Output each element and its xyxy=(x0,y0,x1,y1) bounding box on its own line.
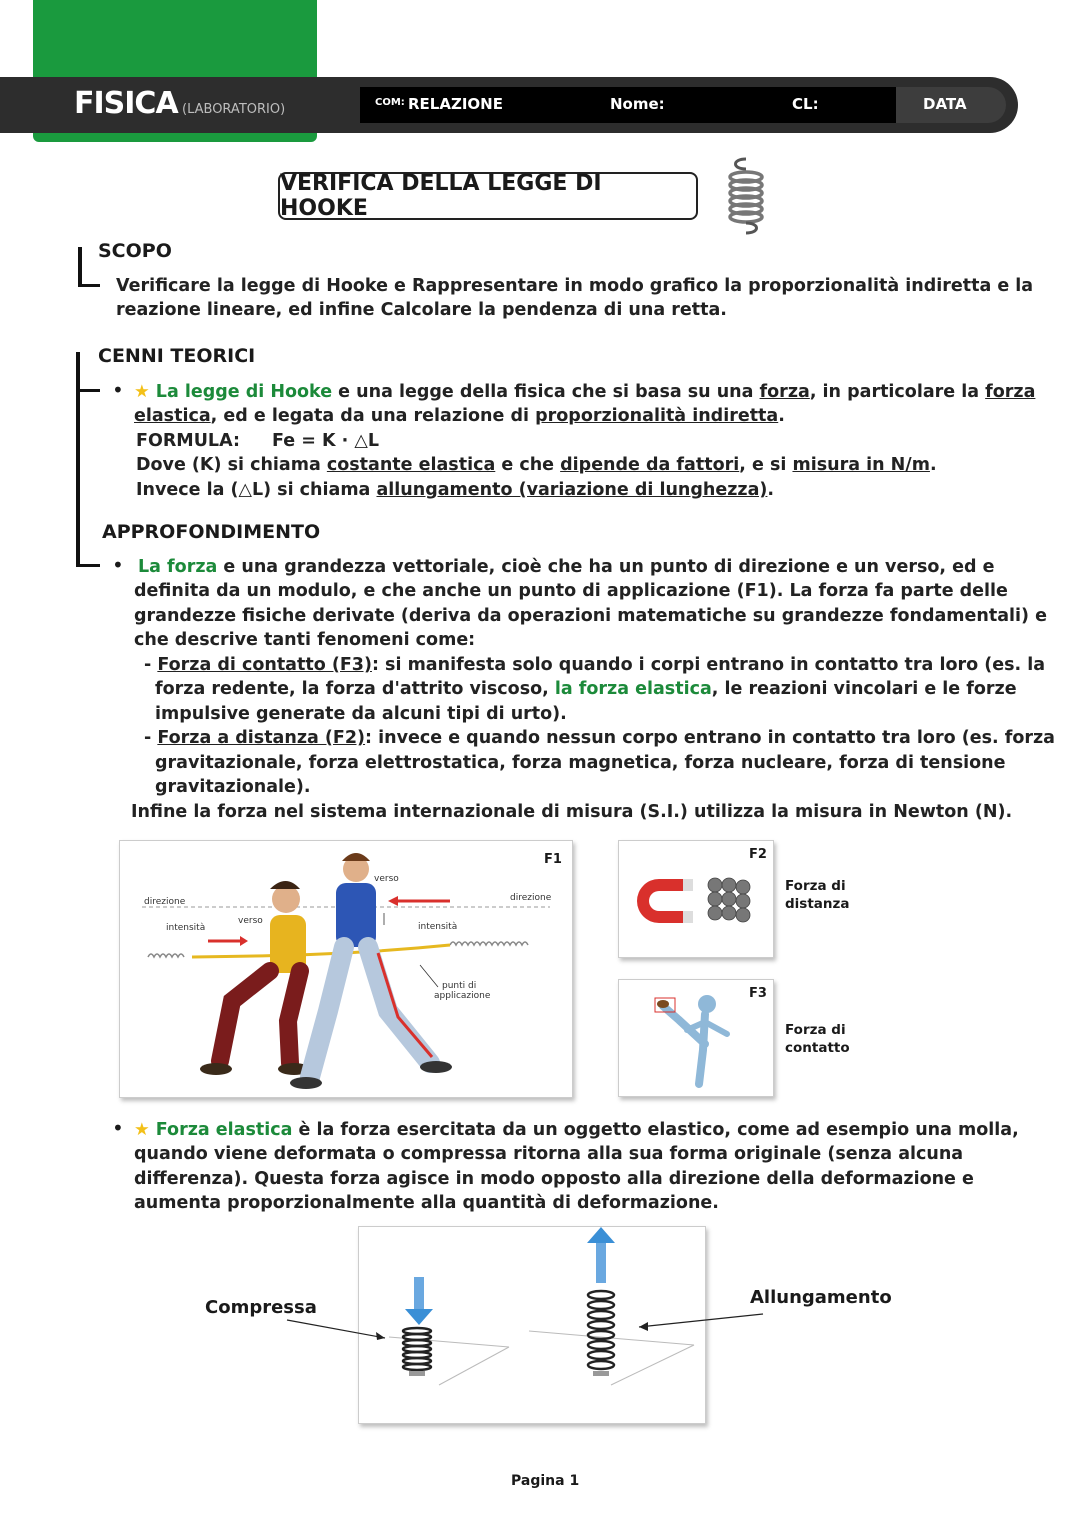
contatto-line-1 xyxy=(144,653,1045,678)
elastica-line-1 xyxy=(134,1118,1019,1143)
page-number: Pagina 1 xyxy=(511,1473,580,1489)
contatto-line-2 xyxy=(155,677,1017,702)
appro-line-2: definita da un modulo, e che anche un punto di applicazione (F1). La forza fa parte delle xyxy=(134,581,1008,601)
appro-line-1 xyxy=(138,555,995,580)
annotation: applicazione xyxy=(434,991,491,1001)
annotation: punti di xyxy=(442,981,477,991)
page-title: VERIFICA DELLA LEGGE DI HOOKE xyxy=(278,172,698,220)
figure-label-f2: F2 xyxy=(749,847,767,862)
com-value: RELAZIONE xyxy=(408,95,503,113)
text: e una grandezza vettoriale, cioè che ha un punto di direzione e un verso, ed e xyxy=(217,557,995,577)
underlined-text: proporzionalità indiretta xyxy=(535,406,779,426)
highlight-text: la forza elastica xyxy=(554,679,712,699)
underlined-text: Forza di contatto (F3) xyxy=(157,655,372,675)
underlined-text: Forza a distanza (F2) xyxy=(157,728,366,748)
underlined-text: dipende da fattori xyxy=(560,455,740,475)
appro-line-3: grandezze fisiche derivate (deriva da operazioni matematiche su grandezze fondamentali) e xyxy=(134,606,1047,626)
text: : si manifesta solo quando i corpi entrano in contatto tra loro (es. la xyxy=(371,655,1046,675)
cenni-line-invece xyxy=(136,478,774,503)
contatto-line-3: impulsive generate da alcuni tipi di urto). xyxy=(155,704,567,724)
figure-f3 xyxy=(618,979,774,1097)
figure-label-f3: F3 xyxy=(749,986,767,1001)
f2-caption: distanza xyxy=(785,896,850,912)
annotation: direzione xyxy=(510,893,552,903)
text: . xyxy=(778,406,785,426)
scopo-line: reazione lineare, ed infine Calcolare la pendenza di una retta. xyxy=(116,300,727,320)
f3-caption: Forza di xyxy=(785,1022,846,1038)
underlined-text: costante elastica xyxy=(326,455,496,475)
section-heading-scopo: SCOPO xyxy=(98,240,172,262)
annotation: verso xyxy=(238,916,263,926)
text: e una legge della fisica che si basa su una xyxy=(332,382,760,402)
underlined-text: misura in N/m xyxy=(792,455,930,475)
distanza-line-3: gravitazionale). xyxy=(155,777,311,797)
text: , le reazioni vincolari e le forze xyxy=(711,679,1017,699)
subject-note: (LABORATORIO) xyxy=(182,102,286,117)
name-label: Nome: xyxy=(610,95,665,113)
text: . xyxy=(929,455,937,475)
annotation: intensità xyxy=(418,922,458,932)
section-heading-cenni: CENNI TEORICI xyxy=(98,345,256,367)
appro-final-line: Infine la forza nel sistema internazionale di misura (S.I.) utilizza la misura in Newton (N). xyxy=(131,802,1013,822)
bracket-line xyxy=(78,284,100,287)
distanza-line-2: gravitazionale, forza elettrostatica, forza magnetica, forza nucleare, forza di tensione xyxy=(155,753,1006,773)
appro-line-4: che descrive tanti fenomeni come: xyxy=(134,630,476,650)
scopo-line: Verificare la legge di Hooke e Rappresentare in modo grafico la proporzionalità indiretta e la xyxy=(116,276,1034,296)
f3-caption: contatto xyxy=(785,1040,850,1056)
distanza-line-1 xyxy=(144,726,1055,751)
elongation-label: Allungamento xyxy=(750,1287,892,1308)
f2-caption: Forza di xyxy=(785,878,846,894)
compressed-label: Compressa xyxy=(205,1297,317,1318)
highlight-text: La forza xyxy=(138,557,218,577)
text: : invece e quando nessun corpo entrano in contatto tra loro (es. forza xyxy=(365,728,1055,748)
annotation: intensità xyxy=(166,923,206,933)
formula: Fe = K · △L xyxy=(272,431,379,451)
text: , e si xyxy=(739,455,793,475)
underlined-text: forza xyxy=(985,382,1036,402)
text: , in particolare la xyxy=(809,382,986,402)
star-icon: ★ xyxy=(134,1120,150,1140)
text: e che xyxy=(495,455,561,475)
figure-label-f1: F1 xyxy=(544,852,562,867)
underlined-text: allungamento (variazione di lunghezza) xyxy=(376,480,768,500)
bracket-line xyxy=(78,247,82,287)
figure-f1 xyxy=(119,840,573,1098)
bullet: • xyxy=(112,378,124,402)
annotation: direzione xyxy=(144,897,186,907)
underlined-text: elastica xyxy=(134,406,211,426)
text: forza redente, la forza d'attrito viscoso, xyxy=(155,679,555,699)
annotation: verso xyxy=(374,874,399,884)
subject-title: FISICA xyxy=(74,86,178,121)
bracket-line xyxy=(76,389,100,392)
figure-f2 xyxy=(618,840,774,958)
elastica-line-4: aumenta proporzionalmente alla quantità di deformazione. xyxy=(134,1193,719,1213)
bracket-line xyxy=(76,564,100,567)
tug-of-war-illustration xyxy=(120,841,572,1097)
bracket-line xyxy=(76,352,80,567)
text: . xyxy=(767,480,775,500)
text: è la forza esercitata da un oggetto elastico, come ad esempio una molla, xyxy=(292,1120,1019,1140)
text: - xyxy=(144,655,158,675)
highlight-text: La legge di Hooke xyxy=(155,382,333,402)
formula-label: FORMULA: xyxy=(136,431,240,451)
spring-icon xyxy=(722,155,770,237)
class-label: CL: xyxy=(792,95,819,113)
elastica-line-2: quando viene deformata o compressa ritorna alla sua forma originale (senza alcuna xyxy=(134,1144,964,1164)
bullet: • xyxy=(112,1116,124,1140)
cenni-line-1 xyxy=(134,380,1035,405)
elastica-line-3: differenza). Questa forza agisce in modo opposto alla direzione della deformazione e xyxy=(134,1169,974,1189)
pointer-arrows xyxy=(285,1300,785,1350)
date-label: DATA xyxy=(923,95,967,113)
text: Invece la (△L) si chiama xyxy=(136,480,377,500)
cenni-line-2 xyxy=(134,404,785,429)
cenni-line-dove xyxy=(136,453,937,478)
text: - xyxy=(144,728,158,748)
com-label: COM: xyxy=(375,97,405,108)
bullet: • xyxy=(112,553,124,577)
star-icon: ★ xyxy=(134,382,150,402)
section-heading-approfondimento: APPROFONDIMENTO xyxy=(102,521,321,543)
text: , ed e legata da una relazione di xyxy=(210,406,536,426)
text: Dove (K) si chiama xyxy=(136,455,327,475)
highlight-text: Forza elastica xyxy=(155,1120,293,1140)
underlined-text: forza xyxy=(759,382,810,402)
